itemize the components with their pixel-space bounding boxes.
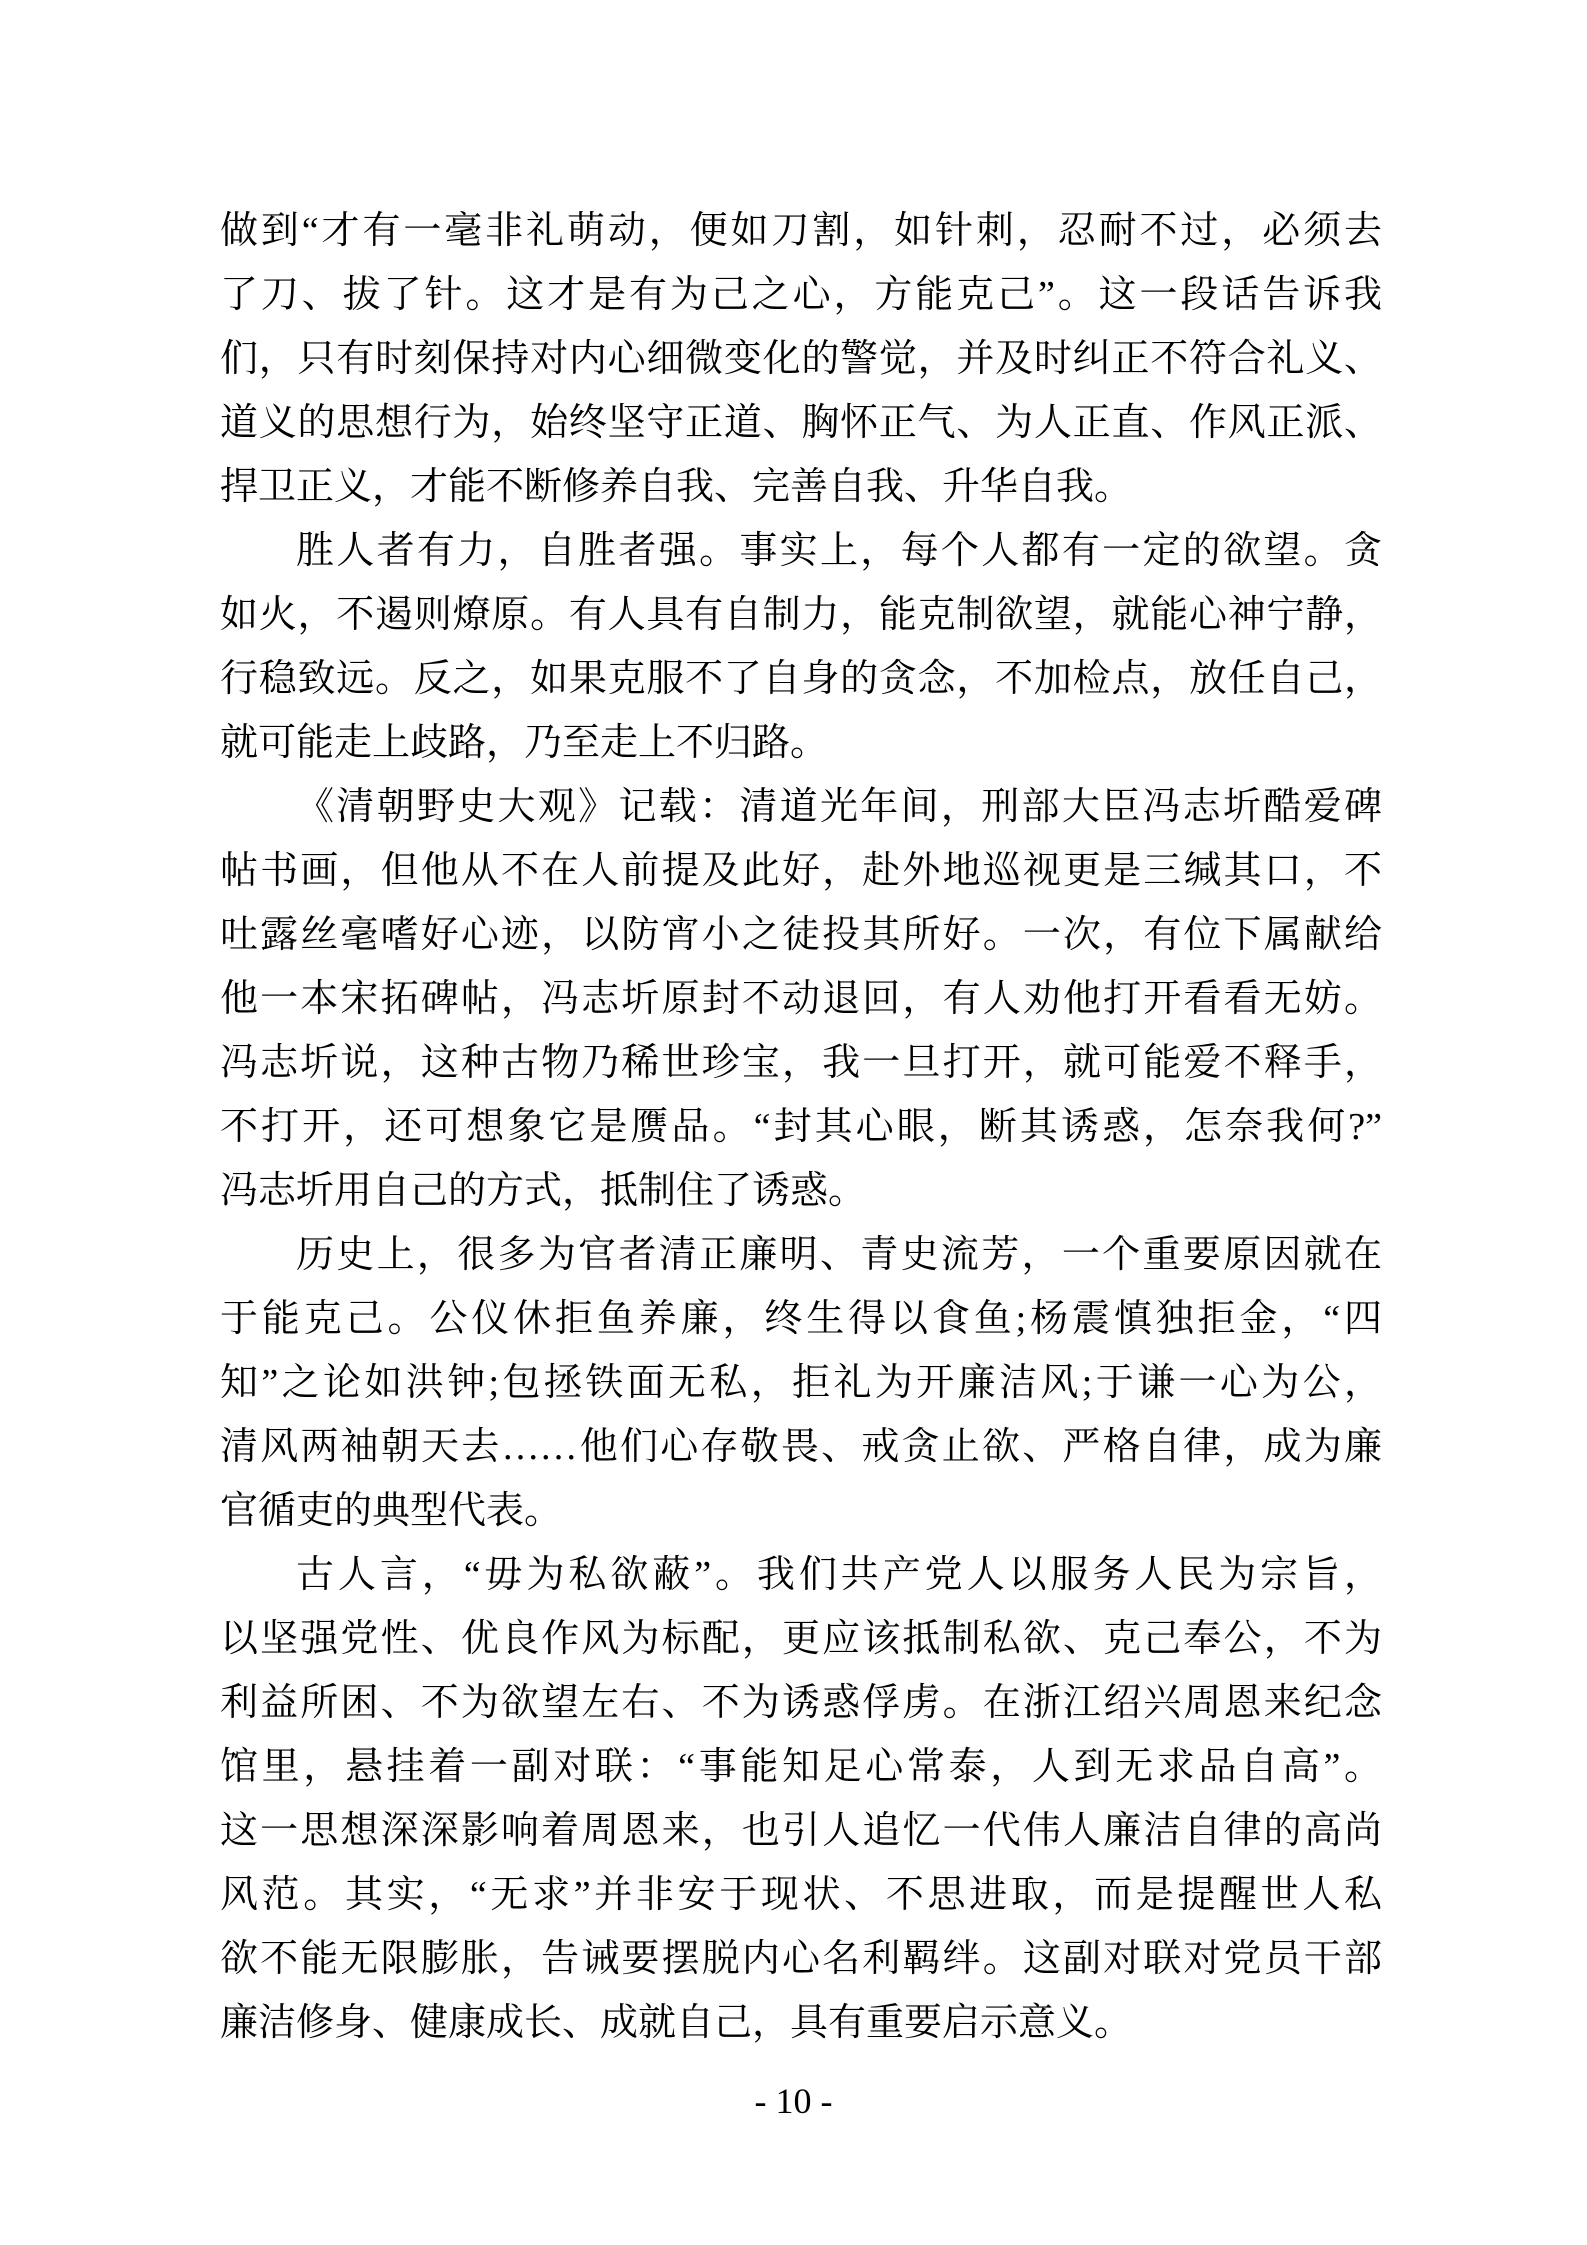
text-line: 道义的思想行为，始终坚守正道、胸怀正气、为人正直、作风正派、 [220,402,1382,444]
text-line: 他一本宋拓碑帖，冯志圻原封不动退回，有人劝他打开看看无妨。 [220,978,1382,1020]
text-line: 馆里，悬挂着一副对联：“事能知足心常泰，人到无求品自高”。 [220,1746,1382,1788]
paragraph [220,199,1382,519]
paragraph [220,1543,1382,2055]
text-line: 胜人者有力，自胜者强。事实上，每个人都有一定的欲望。贪 [296,530,1382,572]
text-line: 们，只有时刻保持对内心细微变化的警觉，并及时纠正不符合礼义、 [220,338,1382,380]
text-line: 帖书画，但他从不在人前提及此好，赴外地巡视更是三缄其口，不 [220,850,1382,892]
paragraph [220,1223,1382,1543]
text-line: 行稳致远。反之，如果克服不了自身的贪念，不加检点，放任自己， [220,658,1382,700]
paragraph [220,519,1382,775]
text-line: 知”之论如洪钟;包拯铁面无私，拒礼为开廉洁风;于谦一心为公， [220,1362,1382,1404]
text-line: 冯志圻用自己的方式，抵制住了诱惑。 [220,1170,867,1212]
page-number: - 10 - [754,2081,833,2121]
text-line: 冯志圻说，这种古物乃稀世珍宝，我一旦打开，就可能爱不释手， [220,1042,1382,1084]
text-line: 这一思想深深影响着周恩来，也引人追忆一代伟人廉洁自律的高尚 [220,1810,1382,1852]
text-line: 清风两袖朝天去……他们心存敬畏、戒贪止欲、严格自律，成为廉 [220,1426,1382,1468]
text-line: 吐露丝毫嗜好心迹，以防宵小之徒投其所好。一次，有位下属献给 [220,914,1382,956]
text-line: 欲不能无限膨胀，告诫要摆脱内心名利羁绊。这副对联对党员干部 [220,1938,1382,1980]
text-line: 做到“才有一毫非礼萌动，便如刀割，如针刺，忍耐不过，必须去 [220,210,1382,252]
text-line: 就可能走上歧路，乃至走上不归路。 [220,722,829,764]
text-line: 《清朝野史大观》记载：清道光年间，刑部大臣冯志圻酷爱碑 [296,786,1382,828]
text-line: 廉洁修身、健康成长、成就自己，具有重要启示意义。 [220,2002,1133,2044]
text-line: 捍卫正义，才能不断修养自我、完善自我、升华自我。 [220,466,1133,508]
text-line: 风范。其实，“无求”并非安于现状、不思进取，而是提醒世人私 [220,1874,1382,1916]
text-line: 官循吏的典型代表。 [220,1490,563,1532]
paragraph [220,775,1382,1223]
text-line: 了刀、拔了针。这才是有为己之心，方能克己”。这一段话告诉我 [220,274,1382,316]
text-line: 古人言，“毋为私欲蔽”。我们共产党人以服务人民为宗旨， [296,1554,1382,1596]
text-line: 利益所困、不为欲望左右、不为诱惑俘虏。在浙江绍兴周恩来纪念 [220,1682,1382,1724]
text-line: 以坚强党性、优良作风为标配，更应该抵制私欲、克己奉公，不为 [220,1618,1382,1660]
text-line: 不打开，还可想象它是赝品。“封其心眼，断其诱惑，怎奈我何?” [220,1106,1382,1148]
text-line: 历史上，很多为官者清正廉明、青史流芳，一个重要原因就在 [296,1234,1382,1276]
text-line: 于能克己。公仪休拒鱼养廉，终生得以食鱼;杨震慎独拒金，“四 [220,1298,1382,1340]
text-line: 如火，不遏则燎原。有人具有自制力，能克制欲望，就能心神宁静， [220,594,1382,636]
document-body [220,199,1382,2055]
